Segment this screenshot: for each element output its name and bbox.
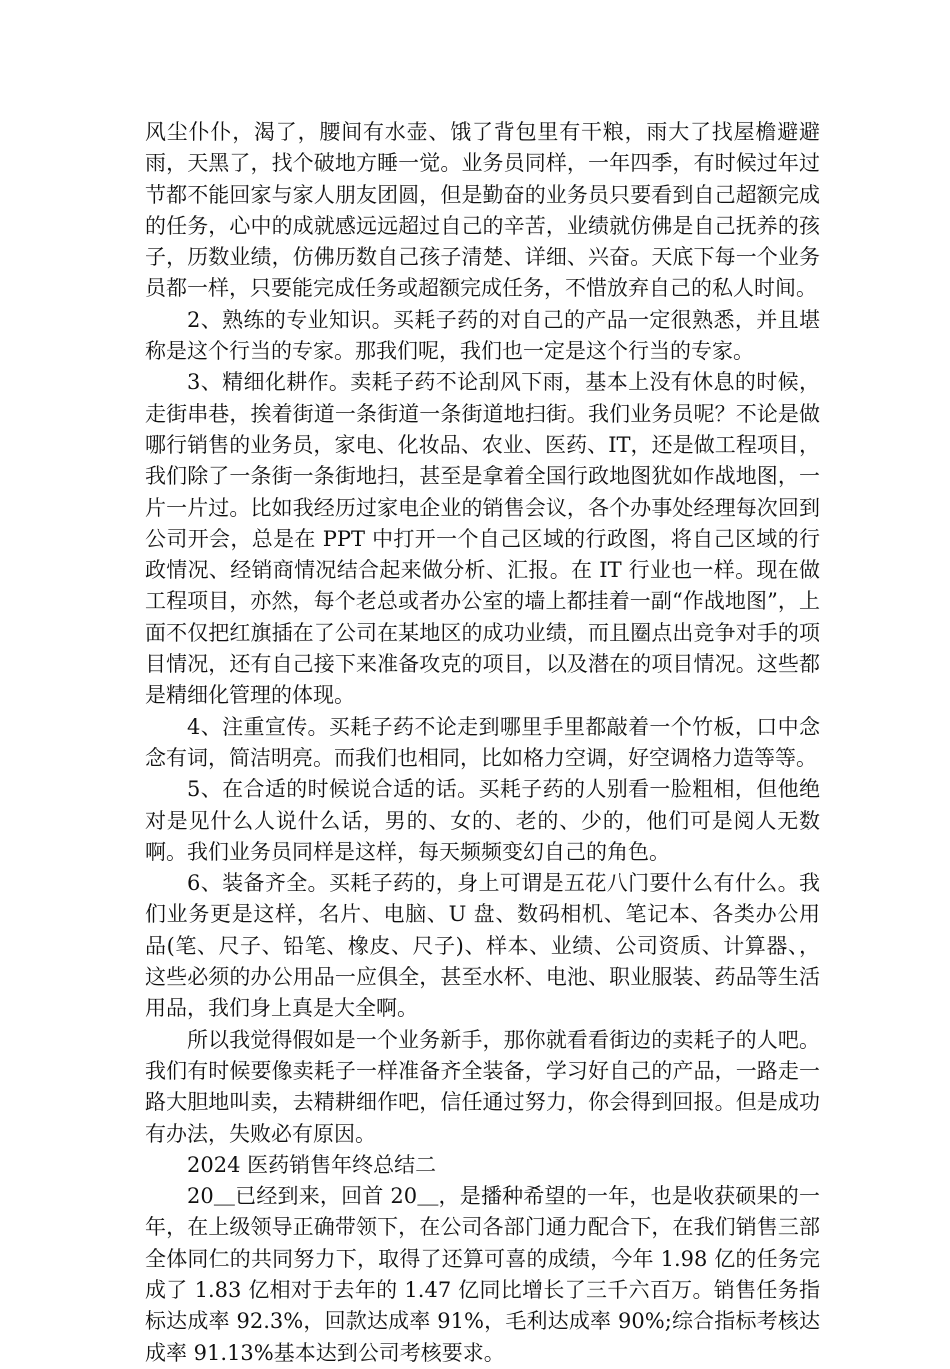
paragraph-summary: 20＿已经到来，回首 20＿，是播种希望的一年，也是收获硕果的一年，在上级领导正确带领下，在公司各部门通力配合下，在我们销售三部全体同仁的共同努力下，取得了还算可喜的成绩，今年 1.98 亿的任务完成了 1.83 亿相对于去年的 1.47 亿同比增长了三千六百万。销售任务指标达成率 92.3%，回款达成率 91%，毛利达成率 90%;综合指标考核达成率 91.13%基本达到公司考核要求。 xyxy=(145,1184,820,1365)
paragraph-item-3: 3、精细化耕作。卖耗子药不论刮风下雨，基本上没有休息的时候，走街串巷，挨着街道一条街道一条街道地扫街。我们业务员呢？不论是做哪行销售的业务员，家电、化妆品、农业、医药、IT，还是做工程项目，我们除了一条街一条街地扫，甚至是拿着全国行政地图犹如作战地图，一片一片过。比如我经历过家电企业的销售会议，各个办事处经理每次回到公司开会，总是在 PPT 中打开一个自己区域的行政图，将自己区域的行政情况、经销商情况结合起来做分析、汇报。在 IT 行业也一样。现在做工程项目，亦然，每个老总或者办公室的墙上都挂着一副“作战地图”，上面不仅把红旗插在了公司在某地区的成功业绩，而且圈点出竞争对手的项目情况，还有自己接下来准备攻克的项目，以及潜在的项目情况。这些都是精细化管理的体现。 xyxy=(145,370,820,708)
document-body xyxy=(145,117,820,1369)
paragraph-item-2: 2、熟练的专业知识。买耗子药的对自己的产品一定很熟悉，并且堪称是这个行当的专家。那我们呢，我们也一定是这个行当的专家。 xyxy=(145,307,820,364)
paragraph-item-4: 4、注重宣传。买耗子药不论走到哪里手里都敲着一个竹板，口中念念有词，简洁明亮。而我们也相同，比如格力空调，好空调格力造等等。 xyxy=(145,714,820,770)
paragraph-conclusion: 所以我觉得假如是一个业务新手，那你就看看街边的卖耗子的人吧。我们有时候要像卖耗子一样准备齐全装备，学习好自己的产品，一路走一路大胆地叫卖，去精耕细作吧，信任通过努力，你会得到回报。但是成功有办法，失败必有原因。 xyxy=(145,1027,820,1146)
paragraph-item-5: 5、在合适的时候说合适的话。买耗子药的人别看一脸粗相，但他绝对是见什么人说什么话，男的、女的、老的、少的，他们可是阅人无数啊。我们业务员同样是这样，每天频频变幻自己的角色。 xyxy=(145,777,820,864)
paragraph-continuation: 风尘仆仆，渴了，腰间有水壶、饿了背包里有干粮，雨大了找屋檐避避雨，天黑了，找个破地方睡一觉。业务员同样，一年四季，有时候过年过节都不能回家与家人朋友团圆，但是勤奋的业务员只要看到自己超额完成的任务，心中的成就感远远超过自己的辛苦，业绩就仿佛是自己抚养的孩子，历数业绩，仿佛历数自己孩子清楚、详细、兴奋。天底下每一个业务员都一样，只要能完成任务或超额完成任务，不惜放弃自己的私人时间。 xyxy=(145,120,820,301)
paragraph-item-6: 6、装备齐全。买耗子药的，身上可谓是五花八门要什么有什么。我们业务更是这样，名片、电脑、U 盘、数码相机、笔记本、各类办公用品(笔、尺子、铅笔、橡皮、尺子)、样本、业绩、公司资质、计算器、，这些必须的办公用品一应俱全，甚至水杯、电池、职业服装、药品等生活用品，我们身上真是大全啊。 xyxy=(145,871,820,1021)
section-heading: 2024 医药销售年终总结二 xyxy=(187,1152,437,1177)
